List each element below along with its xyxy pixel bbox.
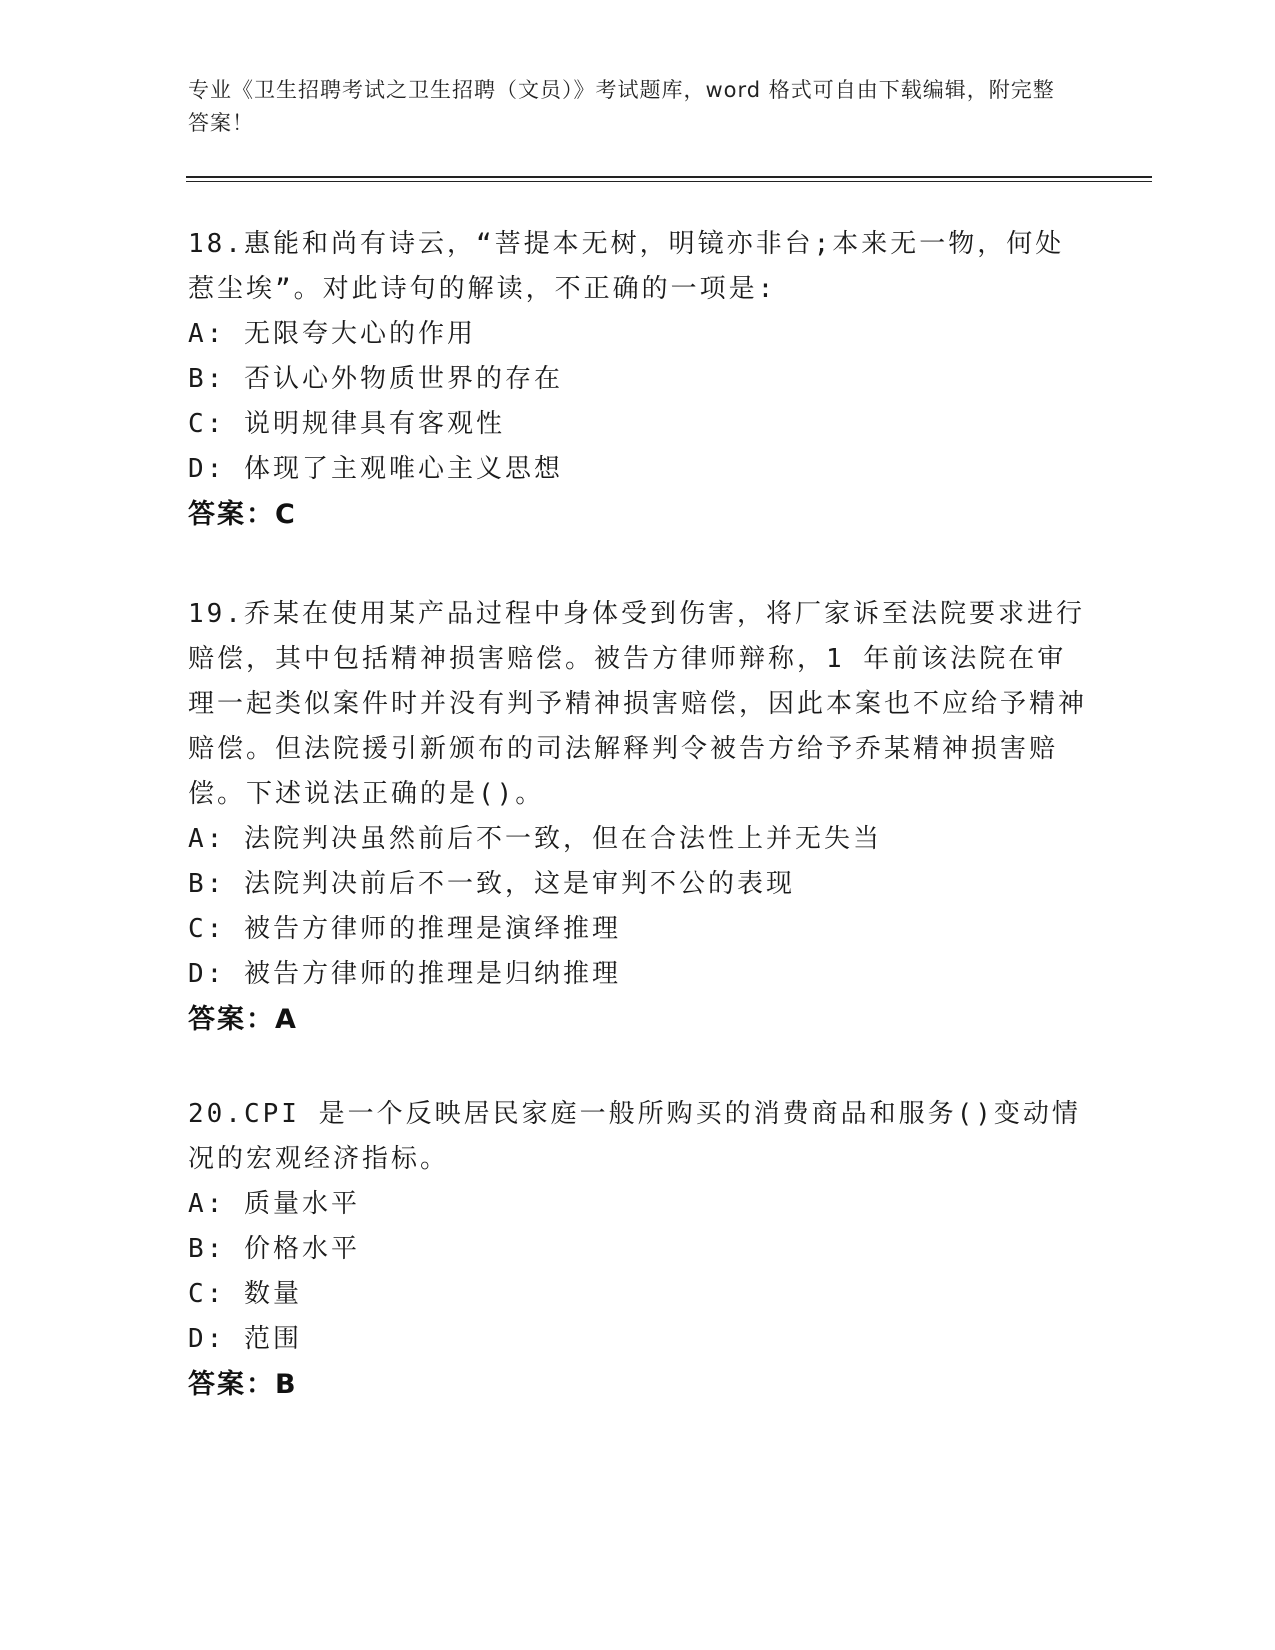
option-d: D: 体现了主观唯心主义思想 — [188, 454, 563, 484]
answer: 答案：A — [188, 1004, 298, 1035]
answer: 答案：B — [188, 1369, 298, 1400]
question-stem: 19.乔某在使用某产品过程中身体受到伤害，将厂家诉至法院要求进行赔偿，其中包括精神损害赔偿。被告方律师辩称，1 年前该法院在审理一起类似案件时并没有判予精神损害赔偿，因此本案也不应给予精神赔偿。但法院援引新颁布的司法解释判令被告方给予乔某精神损害赔偿。下述说法正确的是()。 — [188, 599, 1088, 809]
header-divider — [186, 176, 1152, 182]
question-stem: 18.惠能和尚有诗云，“菩提本无树，明镜亦非台;本来无一物，何处惹尘埃”。对此诗句的解读，不正确的一项是: — [188, 229, 1065, 304]
option-b: B: 价格水平 — [188, 1234, 360, 1264]
option-b: B: 否认心外物质世界的存在 — [188, 364, 563, 394]
option-d: D: 范围 — [188, 1324, 302, 1354]
option-c: C: 数量 — [188, 1279, 302, 1309]
page-header: 专业《卫生招聘考试之卫生招聘（文员）》考试题库，word 格式可自由下载编辑，附完整答案！ — [188, 78, 1055, 135]
option-b: B: 法院判决前后不一致，这是审判不公的表现 — [188, 869, 795, 899]
question-stem: 20.CPI 是一个反映居民家庭一般所购买的消费商品和服务()变动情况的宏观经济指标。 — [188, 1099, 1081, 1174]
question-18 — [188, 222, 1088, 538]
question-20 — [188, 1092, 1088, 1408]
option-a: A: 无限夸大心的作用 — [188, 319, 476, 349]
option-a: A: 法院判决虽然前后不一致，但在合法性上并无失当 — [188, 824, 882, 854]
question-19 — [188, 592, 1088, 1043]
option-a: A: 质量水平 — [188, 1189, 360, 1219]
option-c: C: 被告方律师的推理是演绎推理 — [188, 914, 621, 944]
option-c: C: 说明规律具有客观性 — [188, 409, 505, 439]
answer: 答案：C — [188, 499, 297, 530]
option-d: D: 被告方律师的推理是归纳推理 — [188, 959, 621, 989]
